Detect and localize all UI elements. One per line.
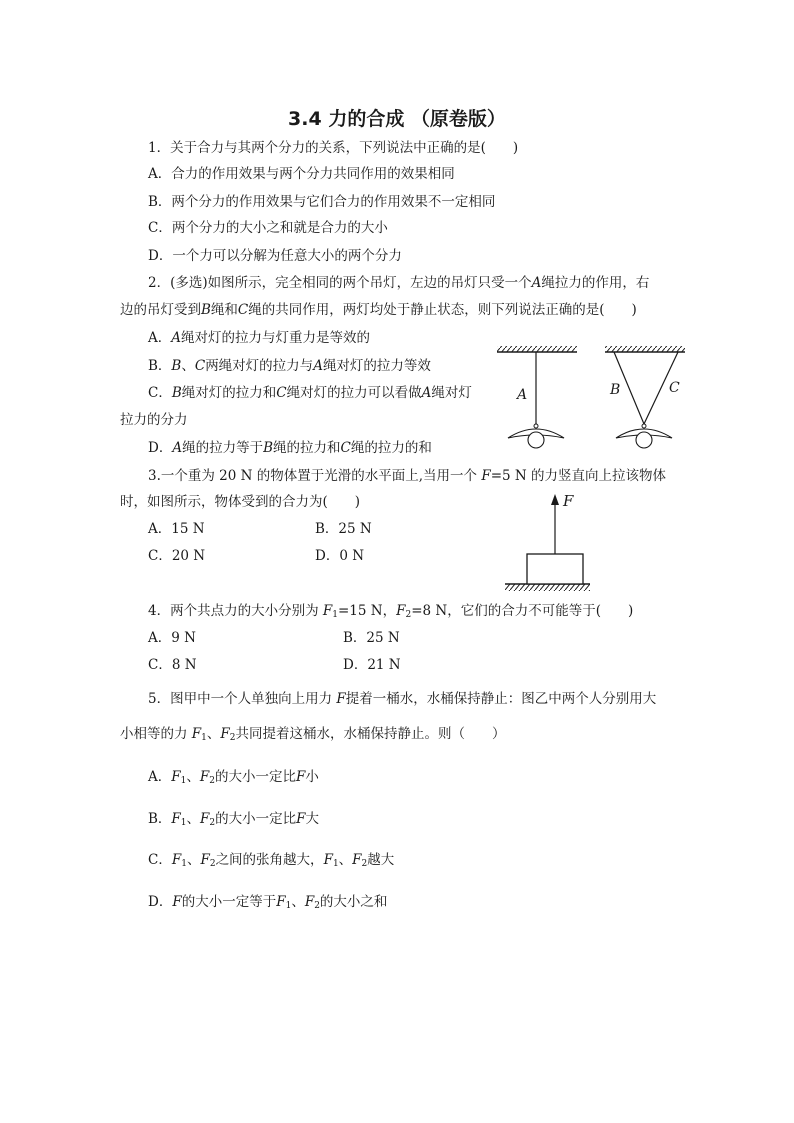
label-rope-b: B (610, 382, 621, 398)
q2-option-d: D．A绳的拉力等于B绳的拉力和C绳的拉力的和 (148, 440, 432, 456)
label-rope-c: C (669, 380, 680, 396)
q2-figure-hanging-lamps (490, 342, 690, 452)
q3-figure-block-force (500, 488, 610, 596)
q3-option-b: B．25 N (315, 521, 372, 537)
q3-stem-line2: 时，如图所示，物体受到的合力为( ) (120, 494, 361, 510)
q5-option-a: A．$F_1$、$F_2$的大小一定比F小 (148, 769, 319, 786)
q2-option-c: C．B绳对灯的拉力和C绳对灯的拉力可以看做A绳对灯 (148, 385, 472, 401)
block (527, 554, 583, 584)
left-ceiling (497, 346, 577, 352)
label-force-f: F (563, 492, 574, 510)
q5-option-d: D．F的大小一定等于$F_1$、$F_2$的大小之和 (148, 894, 388, 911)
q5-option-c: C．$F_1$、$F_2$之间的张角越大，$F_1$、$F_2$越大 (148, 852, 395, 869)
q2-option-b: B．B、C两绳对灯的拉力与A绳对灯的拉力等效 (148, 358, 431, 374)
q4-stem: 4．两个共点力的大小分别为 $F_1=15$ N，$F_2=8$ N，它们的合力不可能等于( ) (148, 603, 634, 620)
q1-stem: 1．关于合力与其两个分力的关系，下列说法中正确的是( ) (148, 140, 519, 156)
q2-stem-line1: 2．(多选)如图所示，完全相同的两个吊灯，左边的吊灯只受一个A绳拉力的作用，右 (148, 275, 650, 291)
q1-option-b: B．两个分力的作用效果与它们合力的作用效果不一定相同 (148, 194, 496, 210)
q4-option-c: C．8 N (148, 657, 197, 673)
q1-option-d: D．一个力可以分解为任意大小的两个分力 (148, 248, 402, 264)
ground (505, 584, 590, 591)
q2-stem-line2: 边的吊灯受到B绳和C绳的共同作用，两灯均处于静止状态，则下列说法正确的是( ) (120, 302, 637, 318)
q3-option-d: D．0 N (315, 548, 365, 564)
q3-option-a: A．15 N (148, 521, 205, 537)
q1-option-c: C．两个分力的大小之和就是合力的大小 (148, 220, 388, 236)
q2-option-a: A．A绳对灯的拉力与灯重力是等效的 (148, 330, 370, 346)
q3-option-c: C．20 N (148, 548, 206, 564)
q3-stem-line1: 3.一个重为 20 N 的物体置于光滑的水平面上,当用一个 F=5 N 的力竖直向上拉该物体 (148, 468, 666, 484)
q4-option-b: B．25 N (343, 630, 400, 646)
q2-option-c-line2: 拉力的分力 (120, 412, 188, 428)
q4-option-d: D．21 N (343, 657, 401, 673)
right-ceiling (605, 346, 685, 352)
left-lamp (508, 424, 564, 448)
force-arrow (551, 494, 559, 554)
label-rope-a: A (517, 387, 528, 403)
q5-stem-line1: 5．图甲中一个人单独向上用力 F提着一桶水，水桶保持静止：图乙中两个人分别用大 (148, 691, 657, 707)
q1-option-a: A．合力的作用效果与两个分力共同作用的效果相同 (148, 166, 455, 182)
q5-stem-line2: 小相等的力 $F_1$、$F_2$共同提着这桶水，水桶保持静止。则（ ） (120, 726, 506, 743)
q4-option-a: A．9 N (148, 630, 196, 646)
page-title: 3.4 力的合成 （原卷版） (288, 108, 506, 130)
q5-option-b: B．$F_1$、$F_2$的大小一定比F大 (148, 811, 320, 828)
right-lamp (616, 424, 672, 448)
